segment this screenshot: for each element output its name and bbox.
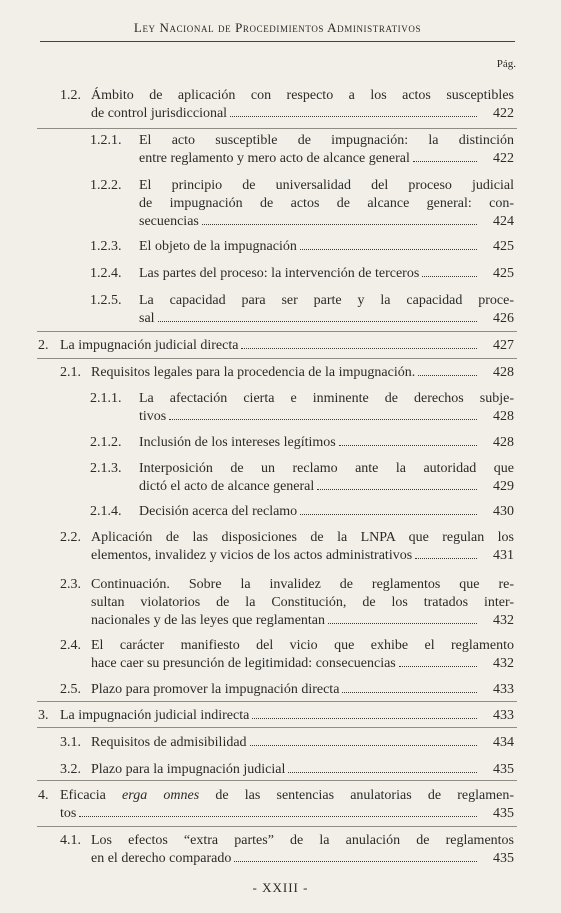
toc-entry xyxy=(0,529,561,565)
title-last-line xyxy=(139,503,480,521)
leader-dots xyxy=(250,745,477,746)
leader-dots xyxy=(158,321,477,322)
title-line xyxy=(60,787,514,805)
header-rule xyxy=(40,41,515,42)
toc-entry xyxy=(0,734,561,752)
leader-dots xyxy=(202,224,477,225)
title-line: El principio de universalidad del proceso judicial xyxy=(139,178,514,193)
leader-dots xyxy=(230,116,477,117)
page-reference: 435 xyxy=(493,851,514,866)
title-text: Eficacia xyxy=(60,788,123,803)
toc-entry xyxy=(0,177,561,231)
title-line: de impugnación de actos de alcance general: con- xyxy=(139,196,514,211)
page-reference: 428 xyxy=(493,365,514,380)
leader-dots xyxy=(300,249,477,250)
title-text: dictó el acto de alcance general xyxy=(139,479,315,494)
leader-dots xyxy=(399,666,477,667)
title-line: El carácter manifiesto del vicio que exhibe el reglamento xyxy=(91,638,514,653)
page-reference: 435 xyxy=(493,762,514,777)
leader-dots xyxy=(79,816,477,817)
title-text: de control jurisdiccional xyxy=(91,106,228,121)
toc-entry xyxy=(0,576,561,630)
title-line: La capacidad para ser parte y la capacidad proce- xyxy=(139,293,514,308)
section-title xyxy=(139,434,514,452)
page-reference: 432 xyxy=(493,656,514,671)
section-number: 2.1.2. xyxy=(90,435,122,450)
title-text: Las partes del proceso: la intervención de terceros xyxy=(139,266,420,281)
page-reference: 431 xyxy=(493,548,514,563)
section-title xyxy=(139,460,514,496)
title-line: Aplicación de las disposiciones de la LNPA que regulan los xyxy=(91,530,514,545)
page-number: - XXIII - xyxy=(252,880,309,895)
section-title xyxy=(91,637,514,673)
leader-dots xyxy=(169,419,477,420)
title-last-line xyxy=(139,238,480,256)
page-reference: 430 xyxy=(493,504,514,519)
section-title xyxy=(91,734,514,752)
entry-separator xyxy=(37,727,517,728)
title-line: sultan violatorios de la Constitución, de los tratados inter- xyxy=(91,595,514,610)
title-last-line xyxy=(91,547,480,565)
toc-entry xyxy=(0,637,561,673)
title-last-line xyxy=(60,337,480,355)
title-last-line xyxy=(91,850,480,868)
section-title xyxy=(60,787,514,823)
entry-separator xyxy=(37,358,517,359)
leader-dots xyxy=(288,772,477,773)
section-title xyxy=(91,832,514,868)
leader-dots xyxy=(415,558,477,559)
title-last-line xyxy=(91,655,480,673)
leader-dots xyxy=(328,623,477,624)
section-number: 1.2.5. xyxy=(90,293,122,308)
toc-entry xyxy=(0,337,561,355)
page-reference: 433 xyxy=(493,708,514,723)
title-last-line xyxy=(91,105,480,123)
toc-entry xyxy=(0,707,561,725)
section-number: 3.2. xyxy=(60,762,81,777)
title-emphasis: erga omnes xyxy=(122,788,200,803)
toc-entry xyxy=(0,265,561,283)
title-text: hace caer su presunción de legitimidad: consecuencias xyxy=(91,656,396,671)
section-title xyxy=(91,364,514,382)
title-last-line xyxy=(139,213,480,231)
title-line: La afectación cierta e inminente de derechos subje- xyxy=(139,391,514,406)
section-number: 4. xyxy=(38,788,49,803)
title-text: La impugnación judicial directa xyxy=(60,338,239,353)
section-number: 1.2.4. xyxy=(90,266,122,281)
page-column-label: Pág. xyxy=(496,58,516,70)
toc-entry xyxy=(0,761,561,779)
section-title xyxy=(91,529,514,565)
leader-dots xyxy=(339,445,477,446)
page-reference: 427 xyxy=(493,338,514,353)
title-text: nacionales y de las leyes que reglamentan xyxy=(91,613,326,628)
section-number: 1.2.2. xyxy=(90,178,122,193)
title-last-line xyxy=(91,681,480,699)
section-title xyxy=(60,707,514,725)
title-last-line xyxy=(139,478,480,496)
page-reference: 434 xyxy=(493,735,514,750)
section-title xyxy=(139,238,514,256)
running-header: Ley Nacional de Procedimientos Administrativos xyxy=(133,20,422,35)
title-text: sal xyxy=(139,311,155,326)
section-title xyxy=(139,390,514,426)
title-last-line xyxy=(139,310,480,328)
leader-dots xyxy=(413,161,477,162)
section-number: 2.2. xyxy=(60,530,81,545)
title-text: tivos xyxy=(139,409,167,424)
page-reference: 422 xyxy=(493,151,514,166)
section-number: 2.5. xyxy=(60,682,81,697)
page-reference: 433 xyxy=(493,682,514,697)
title-line: El acto susceptible de impugnación: la distinción xyxy=(139,133,514,148)
page-reference: 425 xyxy=(493,239,514,254)
toc-entry xyxy=(0,390,561,426)
page-reference: 428 xyxy=(493,435,514,450)
toc-entry xyxy=(0,434,561,452)
toc-entry xyxy=(0,87,561,123)
section-title xyxy=(91,576,514,630)
leader-dots xyxy=(234,861,477,862)
title-last-line xyxy=(139,265,480,283)
section-number: 2.3. xyxy=(60,577,81,592)
toc-entry xyxy=(0,238,561,256)
toc-entry xyxy=(0,832,561,868)
section-number: 2.1.3. xyxy=(90,461,122,476)
title-last-line xyxy=(139,408,480,426)
section-title xyxy=(139,503,514,521)
page-reference: 429 xyxy=(493,479,514,494)
title-line: Ámbito de aplicación con respecto a los actos susceptibles xyxy=(91,88,514,103)
title-last-line xyxy=(91,612,480,630)
section-number: 1.2. xyxy=(60,88,81,103)
toc-entry xyxy=(0,787,561,823)
title-last-line xyxy=(91,364,480,382)
entry-separator xyxy=(37,780,517,781)
leader-dots xyxy=(241,348,477,349)
title-text: Inclusión de los intereses legítimos xyxy=(139,435,336,450)
entry-separator xyxy=(37,701,517,702)
section-title xyxy=(91,761,514,779)
entry-separator xyxy=(37,331,517,332)
page-reference: 432 xyxy=(493,613,514,628)
leader-dots xyxy=(252,718,477,719)
title-last-line xyxy=(139,434,480,452)
section-number: 4.1. xyxy=(60,833,81,848)
entry-separator xyxy=(37,826,517,827)
title-text: El objeto de la impugnación xyxy=(139,239,297,254)
title-last-line xyxy=(60,707,480,725)
leader-dots xyxy=(342,692,477,693)
section-number: 3. xyxy=(38,708,49,723)
title-text: elementos, invalidez y vicios de los actos administrativos xyxy=(91,548,413,563)
section-title xyxy=(139,292,514,328)
title-text: Plazo para promover la impugnación directa xyxy=(91,682,340,697)
title-last-line xyxy=(60,805,480,823)
section-number: 2.1. xyxy=(60,365,81,380)
title-text: La impugnación judicial indirecta xyxy=(60,708,250,723)
section-number: 2. xyxy=(38,338,49,353)
page-reference: 424 xyxy=(493,214,514,229)
page-reference: 422 xyxy=(493,106,514,121)
section-title xyxy=(60,337,514,355)
title-text: tos xyxy=(60,806,77,821)
title-last-line xyxy=(139,150,480,168)
section-number: 3.1. xyxy=(60,735,81,750)
title-line: Continuación. Sobre la invalidez de reglamentos que re- xyxy=(91,577,514,592)
leader-dots xyxy=(422,276,477,277)
leader-dots xyxy=(300,514,477,515)
toc-entry xyxy=(0,681,561,699)
leader-dots xyxy=(317,489,477,490)
title-text: de las sentencias anulatorias de reglamen- xyxy=(199,788,514,803)
page-reference: 435 xyxy=(493,806,514,821)
toc-entry xyxy=(0,292,561,328)
section-title xyxy=(91,681,514,699)
entry-separator xyxy=(37,128,517,129)
page-reference: 426 xyxy=(493,311,514,326)
section-title xyxy=(139,132,514,168)
title-text: Requisitos de admisibilidad xyxy=(91,735,247,750)
title-text: Plazo para la impugnación judicial xyxy=(91,762,286,777)
section-number: 2.4. xyxy=(60,638,81,653)
title-last-line xyxy=(91,761,480,779)
title-text: entre reglamento y mero acto de alcance general xyxy=(139,151,410,166)
toc-entry xyxy=(0,460,561,496)
section-title xyxy=(139,265,514,283)
title-text: Requisitos legales para la procedencia de la impugnación. xyxy=(91,365,416,380)
title-text: en el derecho comparado xyxy=(91,851,232,866)
section-number: 1.2.1. xyxy=(90,133,122,148)
section-number: 1.2.3. xyxy=(90,239,122,254)
section-title xyxy=(91,87,514,123)
title-line: Los efectos “extra partes” de la anulación de reglamentos xyxy=(91,833,514,848)
toc-entry xyxy=(0,132,561,168)
section-number: 2.1.4. xyxy=(90,504,122,519)
section-title xyxy=(139,177,514,231)
title-text: secuencias xyxy=(139,214,199,229)
title-last-line xyxy=(91,734,480,752)
leader-dots xyxy=(418,375,477,376)
section-number: 2.1.1. xyxy=(90,391,122,406)
page-reference: 428 xyxy=(493,409,514,424)
title-text: Decisión acerca del reclamo xyxy=(139,504,298,519)
toc-entry xyxy=(0,503,561,521)
toc-entry xyxy=(0,364,561,382)
title-line: Interposición de un reclamo ante la autoridad que xyxy=(139,461,514,476)
page-reference: 425 xyxy=(493,266,514,281)
